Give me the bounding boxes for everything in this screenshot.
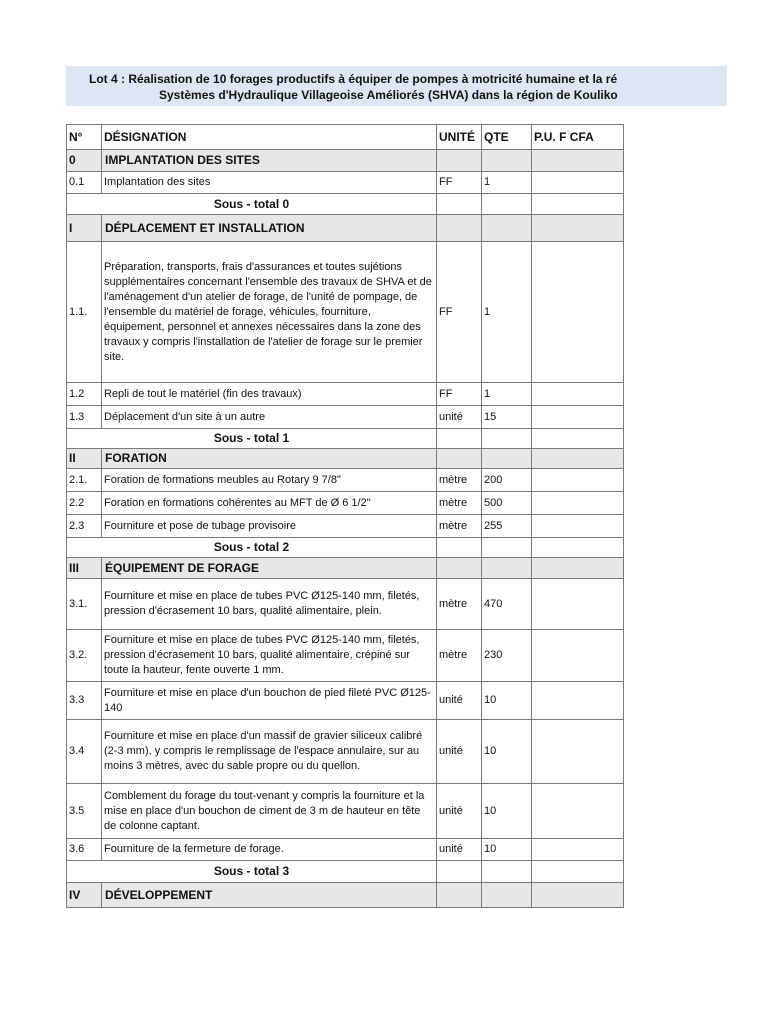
item-unit-price (532, 839, 624, 861)
table-row (67, 515, 624, 538)
quantity-cell (482, 150, 532, 172)
item-number: 2.2 (67, 492, 102, 515)
header-designation: DÉSIGNATION (102, 125, 437, 150)
item-quantity: 10 (482, 839, 532, 861)
section-title: ÉQUIPEMENT DE FORAGE (102, 558, 437, 579)
section-row (67, 558, 624, 579)
item-unit: mètre (437, 515, 482, 538)
item-number: 2.1. (67, 469, 102, 492)
unit-price-cell (532, 150, 624, 172)
item-unit-price (532, 630, 624, 682)
item-unit-price (532, 406, 624, 429)
item-unit: unité (437, 784, 482, 839)
subtotal-amount-cell (532, 538, 624, 558)
item-unit: FF (437, 172, 482, 194)
quantity-cell (482, 558, 532, 579)
section-row (67, 883, 624, 908)
bill-of-quantities-table (66, 124, 624, 908)
item-unit: unité (437, 839, 482, 861)
unit-cell (437, 215, 482, 242)
item-unit-price (532, 492, 624, 515)
table-row (67, 172, 624, 194)
header-unit-price: P.U. F CFA (532, 125, 624, 150)
item-designation: Fourniture et mise en place de tubes PVC Ø125-140 mm, filetés, pression d'écrasement 10 bars, qualité alimentaire, plein. (102, 579, 437, 630)
quantity-cell (482, 861, 532, 883)
table-row (67, 242, 624, 383)
subtotal-amount-cell (532, 194, 624, 215)
section-title: FORATION (102, 449, 437, 469)
item-designation: Foration de formations meubles au Rotary 9 7/8" (102, 469, 437, 492)
subtotal-amount-cell (532, 861, 624, 883)
item-designation: Foration en formations cohérentes au MFT de Ø 6 1/2" (102, 492, 437, 515)
item-designation: Comblement du forage du tout-venant y compris la fourniture et la mise en place d'un bouchon de ciment de 3 m de hauteur en tête de colonne captant. (102, 784, 437, 839)
item-designation: Implantation des sites (102, 172, 437, 194)
unit-price-cell (532, 215, 624, 242)
document-title-line-1: Lot 4 : Réalisation de 10 forages productifs à équiper de pompes à motricité humaine et la ré (89, 72, 618, 86)
subtotal-row (67, 194, 624, 215)
table-row (67, 720, 624, 784)
item-number: 3.4 (67, 720, 102, 784)
item-quantity: 1 (482, 172, 532, 194)
item-designation: Fourniture de la fermeture de forage. (102, 839, 437, 861)
header-quantity: QTE (482, 125, 532, 150)
section-number: III (67, 558, 102, 579)
section-title: DÉVELOPPEMENT (102, 883, 437, 908)
quantity-cell (482, 449, 532, 469)
item-unit-price (532, 720, 624, 784)
section-row (67, 215, 624, 242)
unit-price-cell (532, 883, 624, 908)
subtotal-label: Sous - total 3 (67, 861, 437, 883)
item-designation: Préparation, transports, frais d'assurances et toutes sujétions supplémentaires concernant l'ensemble des travaux de SHVA et de l'aménagement d'un atelier de forage, de l'unité de pompage, de l'ensemble du matériel de forage, véhicules, fourniture, équipement, personnel et annexes nécessaires dans la zone des travaux y compris l'installation de l'atelier de forage sur le premier site. (102, 242, 437, 383)
item-unit-price (532, 784, 624, 839)
item-quantity: 10 (482, 720, 532, 784)
item-unit-price (532, 383, 624, 406)
item-quantity: 1 (482, 242, 532, 383)
item-number: 0.1 (67, 172, 102, 194)
quantity-cell (482, 538, 532, 558)
item-number: 1.2 (67, 383, 102, 406)
item-number: 3.1. (67, 579, 102, 630)
table-row (67, 406, 624, 429)
table-row (67, 682, 624, 720)
quantity-cell (482, 194, 532, 215)
item-quantity: 255 (482, 515, 532, 538)
section-title: DÉPLACEMENT ET INSTALLATION (102, 215, 437, 242)
table-row (67, 784, 624, 839)
item-designation: Déplacement d'un site à un autre (102, 406, 437, 429)
table-header-row (67, 125, 624, 150)
quantity-cell (482, 883, 532, 908)
table-row (67, 383, 624, 406)
item-unit: mètre (437, 630, 482, 682)
item-unit-price (532, 242, 624, 383)
item-designation: Fourniture et mise en place d'un massif de gravier siliceux calibré (2-3 mm), y compris le remplissage de l'espace annulaire, sur au moins 3 mètres, avec du sable propre ou du quellon. (102, 720, 437, 784)
item-unit-price (532, 172, 624, 194)
table-row (67, 579, 624, 630)
quantity-cell (482, 429, 532, 449)
item-number: 3.2. (67, 630, 102, 682)
item-number: 1.3 (67, 406, 102, 429)
item-number: 2.3 (67, 515, 102, 538)
item-unit-price (532, 515, 624, 538)
unit-cell (437, 429, 482, 449)
item-unit: FF (437, 383, 482, 406)
unit-price-cell (532, 449, 624, 469)
subtotal-label: Sous - total 0 (67, 194, 437, 215)
unit-cell (437, 538, 482, 558)
item-quantity: 10 (482, 784, 532, 839)
item-quantity: 15 (482, 406, 532, 429)
header-unit: UNITÉ (437, 125, 482, 150)
unit-cell (437, 883, 482, 908)
item-designation: Fourniture et mise en place de tubes PVC Ø125-140 mm, filetés, pression d'écrasement 10 bars, qualité alimentaire, crépiné sur toute la hauteur, fente ouverte 1 mm. (102, 630, 437, 682)
item-unit: mètre (437, 469, 482, 492)
item-unit-price (532, 682, 624, 720)
item-unit: unité (437, 720, 482, 784)
subtotal-row (67, 861, 624, 883)
item-quantity: 470 (482, 579, 532, 630)
item-number: 3.6 (67, 839, 102, 861)
item-unit: unité (437, 682, 482, 720)
item-quantity: 230 (482, 630, 532, 682)
unit-cell (437, 150, 482, 172)
item-designation: Fourniture et pose de tubage provisoire (102, 515, 437, 538)
section-number: II (67, 449, 102, 469)
item-number: 3.3 (67, 682, 102, 720)
item-number: 3.5 (67, 784, 102, 839)
unit-price-cell (532, 558, 624, 579)
document-title-band (66, 66, 727, 106)
subtotal-amount-cell (532, 429, 624, 449)
item-unit: unité (437, 406, 482, 429)
unit-cell (437, 558, 482, 579)
section-number: I (67, 215, 102, 242)
item-number: 1.1. (67, 242, 102, 383)
section-number: 0 (67, 150, 102, 172)
item-unit: mètre (437, 579, 482, 630)
item-designation: Repli de tout le matériel (fin des travaux) (102, 383, 437, 406)
subtotal-row (67, 429, 624, 449)
subtotal-label: Sous - total 1 (67, 429, 437, 449)
subtotal-label: Sous - total 2 (67, 538, 437, 558)
document-title-line-2: Systèmes d'Hydraulique Villageoise Améliorés (SHVA) dans la région de Kouliko (159, 88, 618, 102)
item-quantity: 1 (482, 383, 532, 406)
section-row (67, 449, 624, 469)
table-row (67, 630, 624, 682)
unit-cell (437, 194, 482, 215)
table-row (67, 469, 624, 492)
header-number: N° (67, 125, 102, 150)
unit-cell (437, 861, 482, 883)
subtotal-row (67, 538, 624, 558)
item-unit: FF (437, 242, 482, 383)
table-row (67, 492, 624, 515)
item-quantity: 10 (482, 682, 532, 720)
section-number: IV (67, 883, 102, 908)
item-unit-price (532, 579, 624, 630)
item-designation: Fourniture et mise en place d'un bouchon de pied fileté PVC Ø125-140 (102, 682, 437, 720)
item-quantity: 500 (482, 492, 532, 515)
item-unit-price (532, 469, 624, 492)
unit-cell (437, 449, 482, 469)
section-row (67, 150, 624, 172)
item-unit: mètre (437, 492, 482, 515)
table-row (67, 839, 624, 861)
quantity-cell (482, 215, 532, 242)
item-quantity: 200 (482, 469, 532, 492)
section-title: IMPLANTATION DES SITES (102, 150, 437, 172)
